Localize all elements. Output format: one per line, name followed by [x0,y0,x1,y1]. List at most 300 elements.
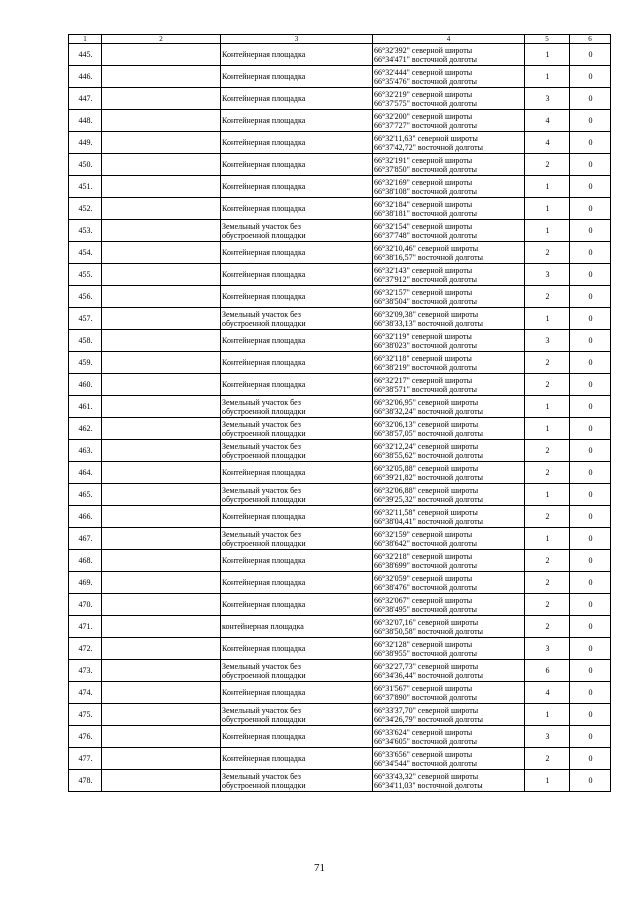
site-type-cell [221,770,373,792]
coordinates-cell [373,242,525,264]
latitude-text: 66°32'191" северной широты [374,155,473,165]
site-type-cell: Контейнерная площадка [221,550,373,572]
value-cell: 0 [570,286,611,308]
container-count-cell: 2 [525,506,570,528]
latitude-text: 66°32'118" северной широты [374,353,472,363]
value-cell: 0 [570,330,611,352]
row-number-cell: 467. [69,528,102,550]
value-cell: 0 [570,594,611,616]
latitude-text: 66°32'067" северной широты [374,595,473,605]
latitude-text: 66°31'567" северной широты [374,683,473,693]
site-type-cell: Контейнерная площадка [221,374,373,396]
latitude-text: 66°33'624" северной широты [374,727,473,737]
longitude-text: 66°38'33,13" восточной долготы [374,318,483,328]
coordinates-cell [373,396,525,418]
latitude-text: 66°32'128" северной широты [374,639,473,649]
value-cell: 0 [570,682,611,704]
latitude-text: 66°32'06,95" северной широты [374,397,479,407]
coordinates-cell [373,308,525,330]
table-header [69,35,611,44]
longitude-text: 66°37'850" восточной долготы [374,164,477,174]
empty-cell [102,374,221,396]
site-type-cell: Контейнерная площадка [221,594,373,616]
row-number-cell: 475. [69,704,102,726]
value-cell: 0 [570,726,611,748]
value-cell: 0 [570,220,611,242]
empty-cell [102,66,221,88]
site-type-line: Земельный участок без [222,529,301,539]
empty-cell [102,528,221,550]
value-cell: 0 [570,484,611,506]
site-type-line: обустроенной площадки [222,406,306,416]
row-number-cell: 478. [69,770,102,792]
latitude-text: 66°32'10,46" северной широты [374,243,479,253]
latitude-text: 66°32'184" северной широты [374,199,473,209]
coordinates-cell [373,154,525,176]
table-row [69,528,611,550]
container-count-cell: 2 [525,286,570,308]
table-row [69,748,611,770]
table-body [69,44,611,792]
value-cell: 0 [570,704,611,726]
coordinates-cell [373,264,525,286]
empty-cell [102,462,221,484]
value-cell: 0 [570,770,611,792]
table-row [69,242,611,264]
site-type-cell: Контейнерная площадка [221,198,373,220]
value-cell: 0 [570,638,611,660]
empty-cell [102,418,221,440]
value-cell: 0 [570,308,611,330]
latitude-text: 66°33'656" северной широты [374,749,473,759]
coordinates-cell [373,506,525,528]
empty-cell [102,660,221,682]
latitude-text: 66°32'392" северной широты [374,45,473,55]
longitude-text: 66°37'575" восточной долготы [374,98,477,108]
table-row [69,638,611,660]
site-type-cell [221,660,373,682]
longitude-text: 66°38'16,57" восточной долготы [374,252,483,262]
longitude-text: 66°35'476" восточной долготы [374,76,477,86]
container-count-cell: 1 [525,198,570,220]
site-type-cell: Контейнерная площадка [221,264,373,286]
container-count-cell: 2 [525,374,570,396]
site-type-cell: Контейнерная площадка [221,110,373,132]
coordinates-cell [373,682,525,704]
site-type-line: обустроенной площадки [222,780,306,790]
latitude-text: 66°32'07,16" северной широты [374,617,479,627]
latitude-text: 66°32'06,13" северной широты [374,419,479,429]
site-type-cell [221,704,373,726]
row-number-cell: 476. [69,726,102,748]
row-number-cell: 453. [69,220,102,242]
empty-cell [102,352,221,374]
table-row [69,198,611,220]
header-row [69,35,611,44]
empty-cell [102,572,221,594]
site-type-cell: Контейнерная площадка [221,44,373,66]
header-cell-2: 2 [102,35,221,44]
container-count-cell: 3 [525,638,570,660]
table-row [69,132,611,154]
container-count-cell: 1 [525,770,570,792]
longitude-text: 66°38'50,58" восточной долготы [374,626,483,636]
page-number: 71 [314,862,325,874]
table-row [69,770,611,792]
site-type-line: Земельный участок без [222,485,301,495]
container-count-cell: 3 [525,88,570,110]
longitude-text: 66°38'476" восточной долготы [374,582,477,592]
site-type-line: Земельный участок без [222,397,301,407]
site-type-cell: Контейнерная площадка [221,330,373,352]
longitude-text: 66°38'955" восточной долготы [374,648,477,658]
table-row [69,110,611,132]
container-count-cell: 1 [525,704,570,726]
latitude-text: 66°32'200" северной широты [374,111,473,121]
row-number-cell: 452. [69,198,102,220]
empty-cell [102,594,221,616]
value-cell: 0 [570,396,611,418]
container-count-cell: 2 [525,440,570,462]
site-type-cell [221,528,373,550]
latitude-text: 66°32'169" северной широты [374,177,473,187]
latitude-text: 66°32'217" северной широты [374,375,473,385]
container-count-cell: 2 [525,352,570,374]
coordinates-cell [373,572,525,594]
site-type-cell [221,440,373,462]
site-type-cell [221,418,373,440]
empty-cell [102,682,221,704]
empty-cell [102,198,221,220]
row-number-cell: 447. [69,88,102,110]
site-type-line: Земельный участок без [222,221,301,231]
coordinates-cell [373,550,525,572]
coordinates-cell [373,704,525,726]
longitude-text: 66°34'11,03" восточной долготы [374,780,483,790]
row-number-cell: 470. [69,594,102,616]
container-count-cell: 3 [525,330,570,352]
table-row [69,440,611,462]
site-type-line: обустроенной площадки [222,428,306,438]
site-type-line: Земельный участок без [222,771,301,781]
header-cell-4: 4 [373,35,525,44]
site-type-cell: Контейнерная площадка [221,462,373,484]
longitude-text: 66°37'912" восточной долготы [374,274,477,284]
container-count-cell: 1 [525,220,570,242]
table-row [69,176,611,198]
value-cell: 0 [570,528,611,550]
longitude-text: 66°38'04,41" восточной долготы [374,516,483,526]
latitude-text: 66°32'06,88" северной широты [374,485,479,495]
table-row [69,220,611,242]
site-type-line: Земельный участок без [222,441,301,451]
row-number-cell: 454. [69,242,102,264]
value-cell: 0 [570,176,611,198]
value-cell: 0 [570,418,611,440]
latitude-text: 66°32'059" северной широты [374,573,473,583]
coordinates-cell [373,352,525,374]
coordinates-cell [373,726,525,748]
coordinates-cell [373,616,525,638]
empty-cell [102,484,221,506]
row-number-cell: 456. [69,286,102,308]
container-count-cell: 1 [525,66,570,88]
coordinates-cell [373,330,525,352]
coordinates-cell [373,638,525,660]
site-type-cell [221,220,373,242]
latitude-text: 66°32'09,38" северной широты [374,309,479,319]
empty-cell [102,704,221,726]
longitude-text: 66°38'571" восточной долготы [374,384,477,394]
coordinates-cell [373,418,525,440]
site-type-line: Земельный участок без [222,661,301,671]
site-type-cell: Контейнерная площадка [221,638,373,660]
coordinates-cell [373,594,525,616]
value-cell: 0 [570,242,611,264]
empty-cell [102,506,221,528]
empty-cell [102,330,221,352]
container-count-cell: 2 [525,616,570,638]
latitude-text: 66°32'11,63" северной широты [374,133,478,143]
site-type-cell: Контейнерная площадка [221,726,373,748]
site-type-line: Земельный участок без [222,419,301,429]
row-number-cell: 446. [69,66,102,88]
table-row [69,308,611,330]
container-count-cell: 2 [525,572,570,594]
table-row [69,550,611,572]
longitude-text: 66°38'642" восточной долготы [374,538,477,548]
table-row [69,154,611,176]
site-type-cell: Контейнерная площадка [221,176,373,198]
site-type-cell: Контейнерная площадка [221,352,373,374]
site-type-line: обустроенной площадки [222,230,306,240]
empty-cell [102,44,221,66]
empty-cell [102,748,221,770]
empty-cell [102,264,221,286]
value-cell: 0 [570,660,611,682]
value-cell: 0 [570,352,611,374]
value-cell: 0 [570,440,611,462]
empty-cell [102,88,221,110]
site-type-line: обустроенной площадки [222,450,306,460]
site-type-line: Земельный участок без [222,309,301,319]
container-count-cell: 1 [525,44,570,66]
table-row [69,418,611,440]
row-number-cell: 459. [69,352,102,374]
coordinates-cell [373,220,525,242]
coordinates-cell [373,88,525,110]
value-cell: 0 [570,132,611,154]
latitude-text: 66°32'12,24" северной широты [374,441,479,451]
value-cell: 0 [570,66,611,88]
value-cell: 0 [570,550,611,572]
table-row [69,682,611,704]
latitude-text: 66°32'219" северной широты [374,89,473,99]
coordinates-cell [373,110,525,132]
longitude-text: 66°39'21,82" восточной долготы [374,472,483,482]
row-number-cell: 473. [69,660,102,682]
latitude-text: 66°32'154" северной широты [374,221,473,231]
container-count-cell: 2 [525,748,570,770]
latitude-text: 66°33'43,32" северной широты [374,771,479,781]
container-count-cell: 2 [525,154,570,176]
table-row [69,88,611,110]
value-cell: 0 [570,88,611,110]
container-count-cell: 1 [525,176,570,198]
site-type-cell: Контейнерная площадка [221,154,373,176]
site-type-cell: Контейнерная площадка [221,242,373,264]
value-cell: 0 [570,374,611,396]
row-number-cell: 461. [69,396,102,418]
longitude-text: 66°34'544" восточной долготы [374,758,477,768]
header-cell-6: 6 [570,35,611,44]
header-cell-3: 3 [221,35,373,44]
table-row [69,264,611,286]
site-type-cell: Контейнерная площадка [221,132,373,154]
longitude-text: 66°38'55,62" восточной долготы [374,450,483,460]
latitude-text: 66°32'444" северной широты [374,67,473,77]
coordinates-cell [373,44,525,66]
empty-cell [102,286,221,308]
row-number-cell: 469. [69,572,102,594]
row-number-cell: 464. [69,462,102,484]
site-type-line: обустроенной площадки [222,494,306,504]
value-cell: 0 [570,572,611,594]
empty-cell [102,770,221,792]
value-cell: 0 [570,110,611,132]
site-type-line: Земельный участок без [222,705,301,715]
row-number-cell: 474. [69,682,102,704]
table-row [69,462,611,484]
row-number-cell: 472. [69,638,102,660]
empty-cell [102,220,221,242]
row-number-cell: 465. [69,484,102,506]
table-row [69,506,611,528]
table-row [69,616,611,638]
container-count-cell: 4 [525,682,570,704]
longitude-text: 66°34'605" восточной долготы [374,736,477,746]
longitude-text: 66°39'25,32" восточной долготы [374,494,483,504]
value-cell: 0 [570,616,611,638]
coordinates-cell [373,176,525,198]
latitude-text: 66°32'157" северной широты [374,287,473,297]
site-type-cell: Контейнерная площадка [221,88,373,110]
coordinates-cell [373,484,525,506]
empty-cell [102,132,221,154]
container-count-cell: 1 [525,418,570,440]
coordinates-cell [373,198,525,220]
value-cell: 0 [570,506,611,528]
row-number-cell: 448. [69,110,102,132]
latitude-text: 66°32'05,88" северной широты [374,463,479,473]
container-count-cell: 1 [525,528,570,550]
container-count-cell: 2 [525,462,570,484]
longitude-text: 66°38'023" восточной долготы [374,340,477,350]
longitude-text: 66°38'699" восточной долготы [374,560,477,570]
coordinates-cell [373,462,525,484]
site-type-cell: Контейнерная площадка [221,506,373,528]
empty-cell [102,440,221,462]
coordinates-cell [373,132,525,154]
row-number-cell: 471. [69,616,102,638]
empty-cell [102,154,221,176]
table-row [69,396,611,418]
site-type-line: обустроенной площадки [222,318,306,328]
coordinates-cell [373,374,525,396]
empty-cell [102,242,221,264]
value-cell: 0 [570,44,611,66]
site-type-cell: Контейнерная площадка [221,66,373,88]
site-type-line: обустроенной площадки [222,670,306,680]
header-cell-1: 1 [69,35,102,44]
coordinates-cell [373,660,525,682]
site-type-cell [221,308,373,330]
value-cell: 0 [570,198,611,220]
site-type-cell: контейнерная площадка [221,616,373,638]
row-number-cell: 466. [69,506,102,528]
latitude-text: 66°32'143" северной широты [374,265,473,275]
row-number-cell: 451. [69,176,102,198]
value-cell: 0 [570,154,611,176]
value-cell: 0 [570,462,611,484]
table-row [69,660,611,682]
container-count-cell: 4 [525,132,570,154]
row-number-cell: 455. [69,264,102,286]
site-type-cell: Контейнерная площадка [221,748,373,770]
latitude-text: 66°32'11,58" северной широты [374,507,478,517]
longitude-text: 66°38'57,05" восточной долготы [374,428,483,438]
header-cell-5: 5 [525,35,570,44]
longitude-text: 66°37'748" восточной долготы [374,230,477,240]
table-row [69,484,611,506]
latitude-text: 66°32'159" северной широты [374,529,473,539]
site-type-cell [221,396,373,418]
table-row [69,704,611,726]
table-row [69,572,611,594]
coordinates-cell [373,748,525,770]
container-count-cell: 2 [525,242,570,264]
empty-cell [102,110,221,132]
longitude-text: 66°38'181" восточной долготы [374,208,477,218]
site-type-cell: Контейнерная площадка [221,572,373,594]
table-row [69,286,611,308]
site-type-cell: Контейнерная площадка [221,286,373,308]
longitude-text: 66°38'495" восточной долготы [374,604,477,614]
empty-cell [102,638,221,660]
container-count-cell: 2 [525,594,570,616]
longitude-text: 66°34'26,79" восточной долготы [374,714,483,724]
coordinates-cell [373,440,525,462]
empty-cell [102,550,221,572]
empty-cell [102,176,221,198]
container-count-cell: 2 [525,550,570,572]
empty-cell [102,308,221,330]
row-number-cell: 460. [69,374,102,396]
latitude-text: 66°32'119" северной широты [374,331,472,341]
longitude-text: 66°38'108" восточной долготы [374,186,477,196]
value-cell: 0 [570,264,611,286]
longitude-text: 66°38'32,24" восточной долготы [374,406,483,416]
row-number-cell: 468. [69,550,102,572]
empty-cell [102,726,221,748]
row-number-cell: 457. [69,308,102,330]
coordinates-cell [373,66,525,88]
longitude-text: 66°37'727" восточной долготы [374,120,477,130]
row-number-cell: 449. [69,132,102,154]
row-number-cell: 477. [69,748,102,770]
coordinates-cell [373,528,525,550]
table-row [69,726,611,748]
